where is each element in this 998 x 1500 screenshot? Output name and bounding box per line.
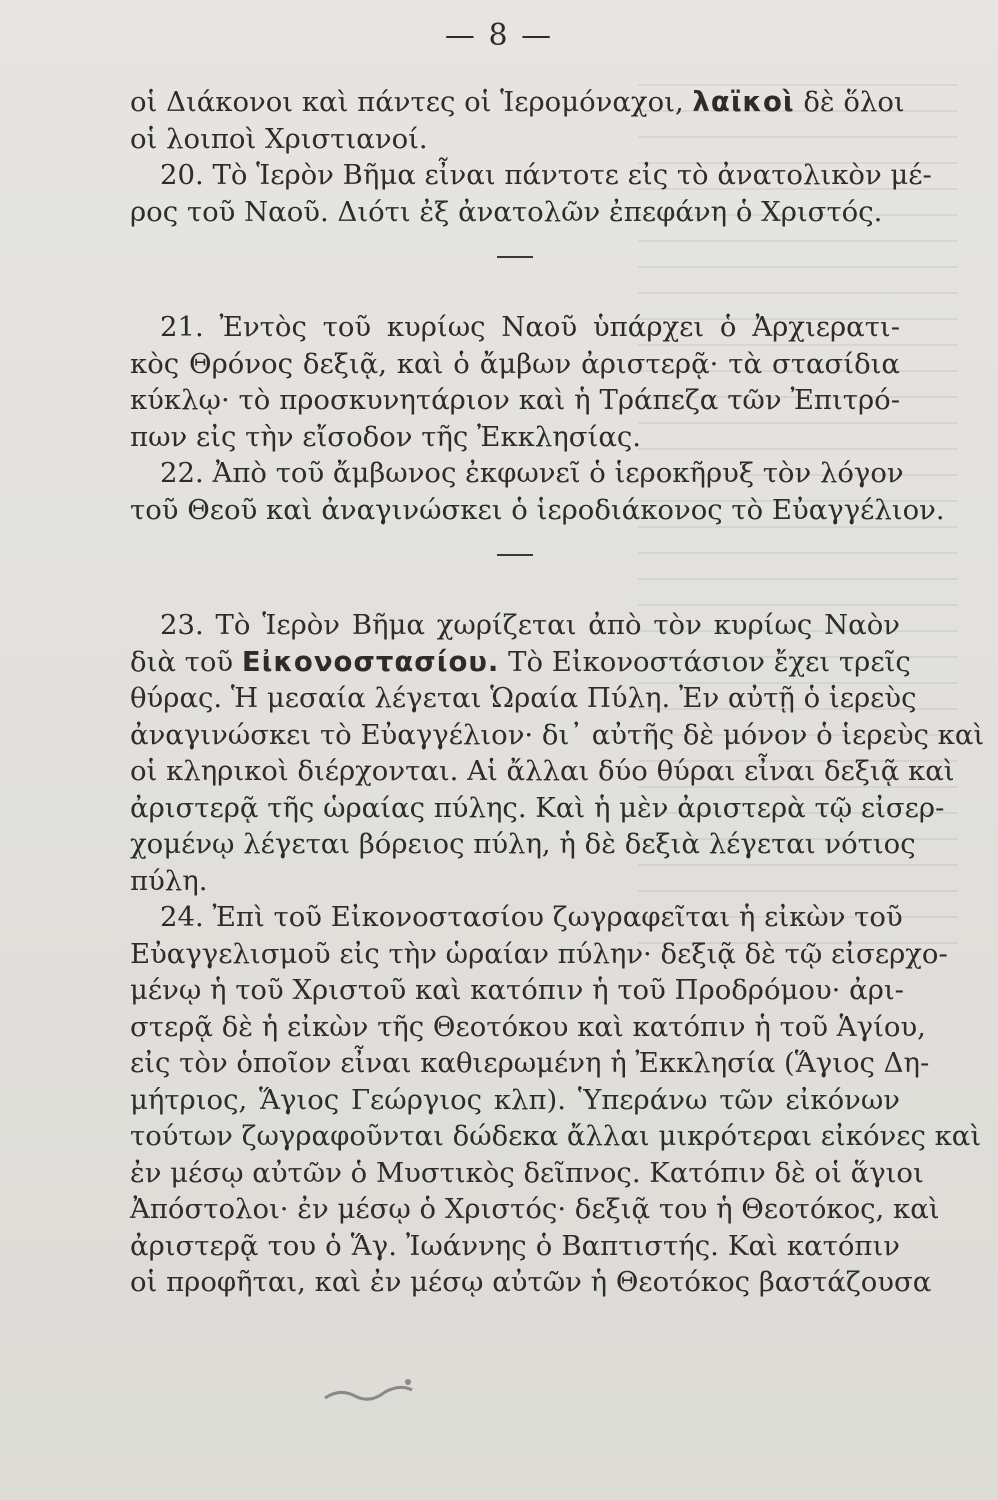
text-line: ἀριστερᾷ τῆς ὡραίας πύλης. Καὶ ἡ μὲν ἀριστερὰ τῷ εἰσερ- xyxy=(130,791,945,824)
text-line: μήτριος, Ἅγιος Γεώργιος κλπ). Ὑπεράνω τῶν εἰκόνων xyxy=(130,1083,900,1116)
bold-term-eikonostasiou: Εἰκονοστασίου. xyxy=(241,645,500,678)
text-line: οἱ λοιποὶ Χριστιανοί. xyxy=(130,122,428,155)
paragraph-21-start: 21. Ἐντὸς τοῦ κυρίως Ναοῦ ὑπάρχει ὁ Ἀρχιερατι- xyxy=(160,311,900,343)
text-line: ἐν μέσῳ αὐτῶν ὁ Μυστικὸς δεῖπνος. Κατόπιν δὲ οἱ ἅγιοι xyxy=(130,1156,924,1189)
text-line: θύρας. Ἡ μεσαία λέγεται Ὡραία Πύλη. Ἐν αὐτῇ ὁ ἱερεὺς xyxy=(130,682,917,714)
text-line: στερᾷ δὲ ἡ εἰκὼν τῆς Θεοτόκου καὶ κατόπιν ἡ τοῦ Ἁγίου, xyxy=(130,1010,926,1043)
paragraph-20-start: 20. Τὸ Ἱερὸν Βῆμα εἶναι πάντοτε εἰς τὸ ἀνατολικὸν μέ- xyxy=(160,159,932,191)
bold-term-laikoi: λαϊκοὶ xyxy=(692,86,795,118)
text-line: πων εἰς τὴν εἴσοδον τῆς Ἐκκλησίας. xyxy=(130,420,642,453)
spacer xyxy=(130,556,900,607)
text-line: οἱ προφῆται, καὶ ἐν μέσῳ αὐτῶν ἡ Θεοτόκος βαστάζουσα xyxy=(130,1266,932,1298)
text-span: οἱ Διάκονοι καὶ πάντες οἱ Ἱερομόναχοι, xyxy=(130,86,693,118)
text-span: Τὸ Εἰκονοστάσιον ἔχει τρεῖς xyxy=(499,645,911,678)
ink-smudge-icon xyxy=(320,1370,420,1410)
text-line: ρος τοῦ Ναοῦ. Διότι ἐξ ἀνατολῶν ἐπεφάνη ὁ Χριστός. xyxy=(130,195,883,228)
text-line: οἱ κληρικοὶ διέρχονται. Αἱ ἄλλαι δύο θύραι εἶναι δεξιᾷ καὶ xyxy=(130,755,955,787)
text-line: τοῦ Θεοῦ καὶ ἀναγινώσκει ὁ ἱεροδιάκονος τὸ Εὐαγγέλιον. xyxy=(130,493,945,526)
text-line: πύλη. xyxy=(130,864,208,897)
text-line: κὸς Θρόνος δεξιᾷ, καὶ ὁ ἄμβων ἀριστερᾷ· τὰ στασίδια xyxy=(130,347,900,380)
text-line: χομένῳ λέγεται βόρειος πύλη, ἡ δὲ δεξιὰ λέγεται νότιος xyxy=(130,828,916,860)
body-text xyxy=(130,84,985,1301)
text-line: μένῳ ἡ τοῦ Χριστοῦ καὶ κατόπιν ἡ τοῦ Προδρόμου· ἀρι- xyxy=(130,974,904,1006)
paragraph-22-start: 22. Ἀπὸ τοῦ ἄμβωνος ἐκφωνεῖ ὁ ἱεροκῆρυξ τὸν λόγον xyxy=(160,457,904,489)
text-line: Εὐαγγελισμοῦ εἰς τὴν ὡραίαν πύλην· δεξιᾷ δὲ τῷ εἰσερχο- xyxy=(130,937,948,970)
text-line: ἀριστερᾷ του ὁ Ἅγ. Ἰωάννης ὁ Βαπτιστής. Καὶ κατόπιν xyxy=(130,1229,900,1262)
page-number: — 8 — xyxy=(444,18,554,53)
text-line xyxy=(130,84,905,121)
text-line: εἰς τὸν ὁποῖον εἶναι καθιερωμένη ἡ Ἐκκλησία (Ἅγιος Δη- xyxy=(130,1047,930,1079)
spacer xyxy=(130,258,900,309)
paragraph-23-start: 23. Τὸ Ἱερὸν Βῆμα χωρίζεται ἀπὸ τὸν κυρίως Ναὸν xyxy=(160,609,900,641)
paragraph-24-start: 24. Ἐπὶ τοῦ Εἰκονοστασίου ζωγραφεῖται ἡ εἰκὼν τοῦ xyxy=(160,901,903,933)
text-line xyxy=(130,644,911,681)
text-line: κύκλῳ· τὸ προσκυνητάριον καὶ ἡ Τράπεζα τῶν Ἐπιτρό- xyxy=(130,384,900,416)
text-line: τούτων ζωγραφοῦνται δώδεκα ἄλλαι μικρότεραι εἰκόνες καὶ xyxy=(130,1120,982,1152)
text-span: διὰ τοῦ xyxy=(130,645,242,678)
text-line: Ἀπόστολοι· ἐν μέσῳ ὁ Χριστός· δεξιᾷ του ἡ Θεοτόκος, καὶ xyxy=(130,1193,940,1225)
text-line: ἀναγινώσκει τὸ Εὐαγγέλιον· δι᾽ αὐτῆς δὲ μόνον ὁ ἱερεὺς καὶ xyxy=(130,718,985,751)
text-span: δὲ ὅλοι xyxy=(794,86,905,118)
